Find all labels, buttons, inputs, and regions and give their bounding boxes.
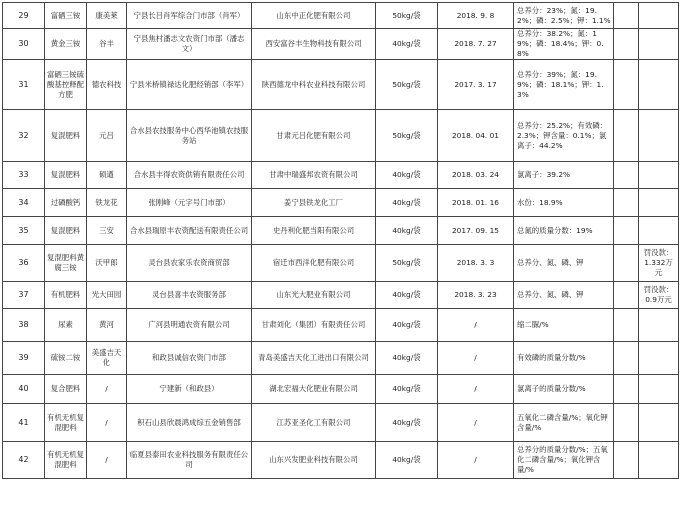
cell-seller: 张刚峰（元字号门市部）	[127, 189, 252, 217]
cell-product-name: 复混肥料	[45, 110, 87, 162]
cell-row-number: 32	[3, 110, 45, 162]
cell-failed-items: 有效磷的质量分数/%	[514, 342, 614, 375]
cell-blank-cell	[614, 3, 639, 29]
table-row	[3, 442, 679, 479]
cell-specification: 40kg/袋	[376, 282, 438, 309]
cell-brand: /	[87, 442, 127, 479]
cell-blank-cell	[614, 29, 639, 60]
cell-seller: 宁县焦村潘志文农资门市部（潘志文）	[127, 29, 252, 60]
cell-product-name: 富硒三铵硫酸基控释配方肥	[45, 60, 87, 110]
cell-product-name: 硫铵二铵	[45, 342, 87, 375]
cell-seller: 合水县丰得农资供销有限责任公司	[127, 162, 252, 189]
cell-row-number: 39	[3, 342, 45, 375]
table-row	[3, 375, 679, 404]
cell-product-name: 复混肥料黄腐三铵	[45, 245, 87, 282]
cell-product-name: 有机无机复混肥料	[45, 442, 87, 479]
cell-brand: 德农科技	[87, 60, 127, 110]
cell-seller: 宁县米桥镇禄达化肥经销部（李军）	[127, 60, 252, 110]
cell-row-number: 34	[3, 189, 45, 217]
cell-production-date: 2018. 3. 23	[438, 282, 514, 309]
cell-production-date: 2018. 03. 24	[438, 162, 514, 189]
cell-row-number: 40	[3, 375, 45, 404]
cell-specification: 50kg/袋	[376, 245, 438, 282]
cell-specification: 40kg/袋	[376, 162, 438, 189]
cell-product-name: 复混肥料	[45, 162, 87, 189]
cell-manufacturer: 甘肃元吕化肥有限公司	[252, 110, 376, 162]
cell-production-date: /	[438, 342, 514, 375]
fertilizer-inspection-table	[2, 2, 679, 479]
table-row	[3, 217, 679, 245]
cell-blank-cell	[614, 110, 639, 162]
cell-penalty	[639, 29, 679, 60]
cell-seller: 合水县农技服务中心西华池镇农技服务站	[127, 110, 252, 162]
cell-production-date: 2018. 7. 27	[438, 29, 514, 60]
cell-production-date: 2018. 01. 16	[438, 189, 514, 217]
cell-blank-cell	[614, 404, 639, 442]
cell-failed-items: 氯离子：39.2%	[514, 162, 614, 189]
cell-seller: 和政县诚信农资门市部	[127, 342, 252, 375]
cell-seller: 灵台县农家乐农资商贸部	[127, 245, 252, 282]
cell-blank-cell	[614, 162, 639, 189]
cell-specification: 40kg/袋	[376, 442, 438, 479]
cell-seller: 广河县明通农资有限公司	[127, 309, 252, 342]
cell-brand: 康美莱	[87, 3, 127, 29]
cell-failed-items: 总养分、氮、磷、钾	[514, 282, 614, 309]
cell-production-date: 2018. 9. 8	[438, 3, 514, 29]
cell-manufacturer: 湖北宏福大化肥业有限公司	[252, 375, 376, 404]
cell-brand: 黄河	[87, 309, 127, 342]
cell-production-date: 2017. 3. 17	[438, 60, 514, 110]
table-row	[3, 342, 679, 375]
cell-failed-items: 总养分：25.2%；有效磷：2.3%；钾含量：0.1%；氯离子：44.2%	[514, 110, 614, 162]
cell-production-date: /	[438, 309, 514, 342]
cell-manufacturer: 西安富谷丰生物科技有限公司	[252, 29, 376, 60]
cell-penalty	[639, 309, 679, 342]
table-row	[3, 60, 679, 110]
cell-penalty	[639, 189, 679, 217]
cell-row-number: 31	[3, 60, 45, 110]
cell-penalty: 罚没款：0.9万元	[639, 282, 679, 309]
cell-failed-items: 总氮的质量分数：19%	[514, 217, 614, 245]
table-body	[3, 3, 679, 479]
cell-penalty	[639, 110, 679, 162]
table-row	[3, 110, 679, 162]
cell-manufacturer: 宿迁市西洋化肥有限公司	[252, 245, 376, 282]
cell-specification: 40kg/袋	[376, 404, 438, 442]
cell-blank-cell	[614, 217, 639, 245]
cell-penalty	[639, 162, 679, 189]
cell-specification: 40kg/袋	[376, 29, 438, 60]
cell-brand: 硕遒	[87, 162, 127, 189]
cell-product-name: 富硒三铵	[45, 3, 87, 29]
table-row	[3, 404, 679, 442]
cell-row-number: 35	[3, 217, 45, 245]
cell-row-number: 30	[3, 29, 45, 60]
cell-product-name: 尿素	[45, 309, 87, 342]
cell-specification: 50kg/袋	[376, 60, 438, 110]
cell-manufacturer: 甘肃中瑞盛邦农资有限公司	[252, 162, 376, 189]
cell-penalty	[639, 217, 679, 245]
cell-manufacturer: 山东中正化肥有限公司	[252, 3, 376, 29]
cell-penalty	[639, 375, 679, 404]
cell-row-number: 38	[3, 309, 45, 342]
cell-row-number: 36	[3, 245, 45, 282]
cell-blank-cell	[614, 245, 639, 282]
cell-brand: 沃甲郎	[87, 245, 127, 282]
cell-blank-cell	[614, 309, 639, 342]
cell-specification: 40kg/袋	[376, 342, 438, 375]
cell-row-number: 37	[3, 282, 45, 309]
cell-manufacturer: 山东光大肥业有限公司	[252, 282, 376, 309]
cell-penalty	[639, 342, 679, 375]
cell-failed-items: 氯离子的质量分数/%	[514, 375, 614, 404]
cell-production-date: /	[438, 404, 514, 442]
cell-row-number: 29	[3, 3, 45, 29]
cell-product-name: 黄金三铵	[45, 29, 87, 60]
cell-seller: 灵台县喜丰农资服务部	[127, 282, 252, 309]
cell-failed-items: 水份：18.9%	[514, 189, 614, 217]
cell-product-name: 有机无机复混肥料	[45, 404, 87, 442]
cell-penalty	[639, 3, 679, 29]
cell-production-date: 2018. 04. 01	[438, 110, 514, 162]
cell-failed-items: 总养分：23%；氮：19.2%；磷：2.5%；钾：1.1%	[514, 3, 614, 29]
cell-brand: 谷丰	[87, 29, 127, 60]
cell-manufacturer: 江苏亚圣化工有限公司	[252, 404, 376, 442]
cell-blank-cell	[614, 282, 639, 309]
cell-failed-items: 总养分：38.2%；氮：19%；磷：18.4%；钾：0.8%	[514, 29, 614, 60]
cell-product-name: 复合肥料	[45, 375, 87, 404]
cell-production-date: /	[438, 442, 514, 479]
cell-row-number: 42	[3, 442, 45, 479]
cell-brand: /	[87, 375, 127, 404]
cell-blank-cell	[614, 342, 639, 375]
cell-seller: 合水县瑞原丰农资配送有限责任公司	[127, 217, 252, 245]
cell-brand: 铁龙花	[87, 189, 127, 217]
cell-manufacturer: 青岛美盛吉天化工进出口有限公司	[252, 342, 376, 375]
cell-brand: 光大田园	[87, 282, 127, 309]
cell-manufacturer: 陕西德龙中科农业科技有限公司	[252, 60, 376, 110]
cell-seller: 宁县长吕肖军综合门市部（肖军）	[127, 3, 252, 29]
cell-manufacturer: 史丹利化肥当阳有限公司	[252, 217, 376, 245]
cell-product-name: 有机肥料	[45, 282, 87, 309]
cell-penalty	[639, 404, 679, 442]
cell-blank-cell	[614, 60, 639, 110]
cell-seller: 临夏县泰田农业科技服务有限责任公司	[127, 442, 252, 479]
table-row	[3, 282, 679, 309]
cell-specification: 40kg/袋	[376, 375, 438, 404]
table-row	[3, 29, 679, 60]
cell-product-name: 过磷酸钙	[45, 189, 87, 217]
table-row	[3, 162, 679, 189]
cell-brand: 美盛吉天化	[87, 342, 127, 375]
cell-seller: 积石山县欣晨鸿成综五金销售部	[127, 404, 252, 442]
cell-failed-items: 缩二脲/%	[514, 309, 614, 342]
cell-row-number: 33	[3, 162, 45, 189]
cell-failed-items: 总养分、氮、磷、钾	[514, 245, 614, 282]
table-row	[3, 3, 679, 29]
cell-penalty: 罚没款：1.332万元	[639, 245, 679, 282]
cell-manufacturer: 姜宁县铁龙化工厂	[252, 189, 376, 217]
cell-row-number: 41	[3, 404, 45, 442]
cell-brand: 元吕	[87, 110, 127, 162]
table-row	[3, 245, 679, 282]
cell-product-name: 复混肥料	[45, 217, 87, 245]
cell-failed-items: 总养分的质量分数/%；五氧化二磷含量/%；氧化钾含量/%	[514, 442, 614, 479]
cell-failed-items: 总养分：39%；氮：19.9%；磷：18.1%；钾：1.3%	[514, 60, 614, 110]
table-row	[3, 309, 679, 342]
cell-specification: 40kg/袋	[376, 217, 438, 245]
cell-specification: 40kg/袋	[376, 309, 438, 342]
table-row	[3, 189, 679, 217]
cell-specification: 50kg/袋	[376, 110, 438, 162]
cell-blank-cell	[614, 442, 639, 479]
cell-production-date: 2018. 3. 3	[438, 245, 514, 282]
cell-failed-items: 五氧化二磷含量/%；氧化钾含量/%	[514, 404, 614, 442]
cell-production-date: 2017. 09. 15	[438, 217, 514, 245]
cell-specification: 50kg/袋	[376, 3, 438, 29]
cell-blank-cell	[614, 375, 639, 404]
cell-penalty	[639, 442, 679, 479]
cell-manufacturer: 山东兴发肥业科技有限公司	[252, 442, 376, 479]
cell-brand: /	[87, 404, 127, 442]
cell-manufacturer: 甘肃刘化（集团）有限责任公司	[252, 309, 376, 342]
cell-specification: 40kg/袋	[376, 189, 438, 217]
cell-brand: 三安	[87, 217, 127, 245]
cell-blank-cell	[614, 189, 639, 217]
cell-production-date: /	[438, 375, 514, 404]
cell-seller: 宁建新（和政县）	[127, 375, 252, 404]
cell-penalty	[639, 60, 679, 110]
